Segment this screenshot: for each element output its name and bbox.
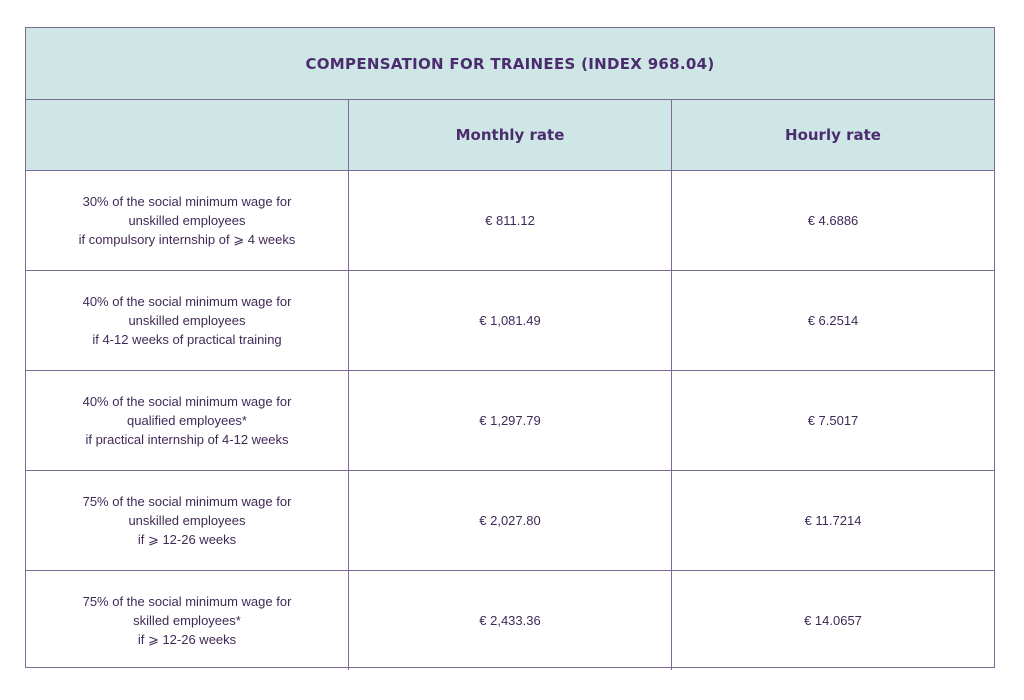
description-line: 40% of the social minimum wage for xyxy=(82,394,292,409)
table-row xyxy=(26,271,994,371)
description-line: if practical internship of 4-12 weeks xyxy=(85,432,289,447)
header-monthly-rate: Monthly rate xyxy=(349,100,672,170)
hourly-rate-value: € 11.7214 xyxy=(804,513,862,528)
row-description xyxy=(26,471,349,570)
description-line: 75% of the social minimum wage for xyxy=(82,594,292,609)
table-row xyxy=(26,471,994,571)
description-line: qualified employees* xyxy=(127,413,247,428)
table-title: COMPENSATION FOR TRAINEES (INDEX 968.04) xyxy=(26,28,994,100)
table-row xyxy=(26,171,994,271)
description-line: 75% of the social minimum wage for xyxy=(82,494,292,509)
description-line: unskilled employees xyxy=(128,513,246,528)
description-line: skilled employees* xyxy=(133,613,241,628)
description-line: unskilled employees xyxy=(128,213,246,228)
row-description xyxy=(26,171,349,270)
table-row xyxy=(26,571,994,670)
description-line: if compulsory internship of ⩾ 4 weeks xyxy=(78,232,296,247)
hourly-rate-value: € 14.0657 xyxy=(804,613,862,628)
header-empty-cell xyxy=(26,100,349,170)
hourly-rate-value: € 4.6886 xyxy=(807,213,859,228)
description-line: if ⩾ 12-26 weeks xyxy=(137,532,237,547)
monthly-rate-value: € 1,081.49 xyxy=(349,271,672,370)
table-header-row xyxy=(26,100,994,171)
description-line: 40% of the social minimum wage for xyxy=(82,294,292,309)
description-line: unskilled employees xyxy=(128,313,246,328)
description-line: if 4-12 weeks of practical training xyxy=(92,332,282,347)
hourly-rate-value: € 6.2514 xyxy=(807,313,859,328)
header-hourly-rate: Hourly rate xyxy=(785,126,881,144)
monthly-rate-value: € 2,433.36 xyxy=(349,571,672,670)
row-description xyxy=(26,271,349,370)
monthly-rate-value: € 2,027.80 xyxy=(349,471,672,570)
row-description xyxy=(26,571,349,670)
compensation-table xyxy=(25,27,995,668)
hourly-rate-value: € 7.5017 xyxy=(807,413,859,428)
description-line: 30% of the social minimum wage for xyxy=(82,194,292,209)
monthly-rate-value: € 1,297.79 xyxy=(349,371,672,470)
table-row xyxy=(26,371,994,471)
row-description xyxy=(26,371,349,470)
monthly-rate-value: € 811.12 xyxy=(349,171,672,270)
description-line: if ⩾ 12-26 weeks xyxy=(137,632,237,647)
